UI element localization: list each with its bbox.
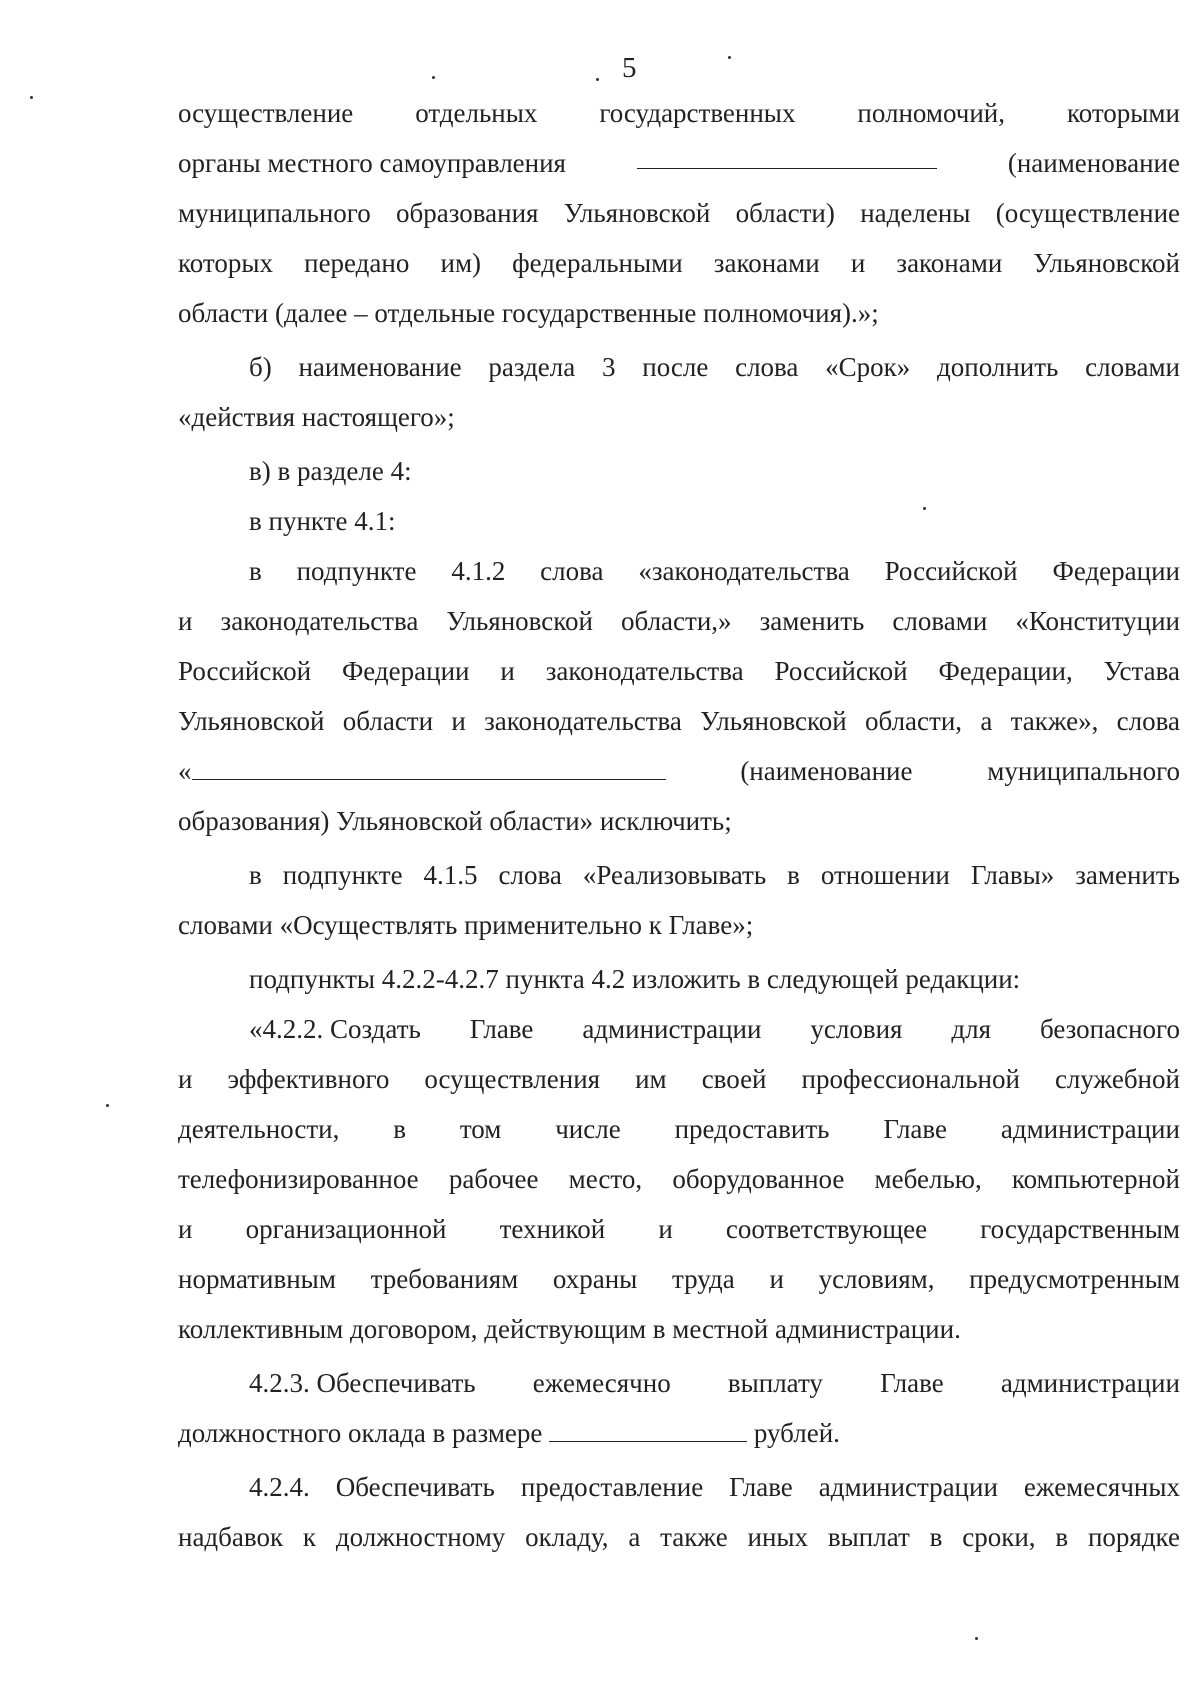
text-line	[178, 1254, 1180, 1304]
word: осуществления	[424, 1064, 601, 1094]
word: техникой	[499, 1214, 606, 1244]
word: администрации	[582, 1014, 762, 1044]
word: администрации	[1000, 1368, 1180, 1398]
word: и	[850, 248, 866, 278]
scan-speck	[432, 76, 435, 79]
text-segment: (наименование	[1007, 148, 1180, 178]
scan-speck	[975, 1637, 978, 1640]
word: безопасного	[1039, 1014, 1180, 1044]
text-segment: «	[178, 746, 666, 796]
word: организационной	[245, 1214, 447, 1244]
word: условиям,	[818, 1264, 935, 1294]
word: и	[658, 1214, 673, 1244]
word: администрации	[1000, 1114, 1180, 1144]
word: федеральными	[512, 248, 683, 278]
text-segment: органы местного самоуправления	[178, 148, 566, 178]
paragraph-start-line	[178, 1004, 1180, 1054]
text-segment: муниципального	[987, 756, 1180, 786]
word: условия	[810, 1014, 903, 1044]
text-line: области (далее – отдельные государственные полномочия).»;	[178, 298, 879, 328]
word: которыми	[1066, 98, 1180, 128]
text-line	[178, 1104, 1180, 1154]
word: и	[178, 1214, 193, 1244]
text-line	[178, 746, 1180, 796]
word: им	[635, 1064, 667, 1094]
text-line	[178, 1408, 1180, 1458]
word: числе	[555, 1114, 621, 1144]
word: им)	[440, 248, 482, 278]
text-line: словами «Осуществлять применительно к Главе»;	[178, 910, 754, 940]
paragraph-start-line: в подпункте 4.1.2 слова «законодательства Российской Федерации	[249, 556, 1180, 586]
word: для	[951, 1014, 992, 1044]
scan-speck	[596, 78, 599, 81]
text-line: надбавок к должностному окладу, а также иных выплат в сроки, в порядке	[178, 1522, 1180, 1552]
word: предусмотренным	[969, 1264, 1180, 1294]
blank-fill-line	[637, 138, 937, 169]
word: нормативным	[178, 1264, 336, 1294]
page-number: 5	[622, 52, 637, 84]
text-line: муниципального образования Ульяновской области) наделены (осуществление	[178, 198, 1180, 228]
text-line: образования) Ульяновской области» исключить;	[178, 806, 732, 836]
text-line: Ульяновской области и законодательства Ульяновской области, а также», слова	[178, 706, 1180, 736]
paragraph-start-line: в подпункте 4.1.5 слова «Реализовывать в отношении Главы» заменить	[249, 860, 1180, 890]
word: 4.2.3. Обеспечивать	[249, 1368, 476, 1398]
blank-fill-line	[192, 749, 666, 780]
word: осуществление	[178, 98, 354, 128]
text-line	[178, 238, 1180, 288]
paragraph-start-line: подпункты 4.2.2-4.2.7 пункта 4.2 изложить в следующей редакции:	[249, 964, 1021, 994]
word: выплату	[727, 1368, 823, 1398]
word: своей	[701, 1064, 767, 1094]
scan-speck	[106, 1104, 109, 1107]
paragraph-start-line: в) в разделе 4:	[249, 456, 412, 486]
word: труда	[671, 1264, 735, 1294]
word: профессиональной	[801, 1064, 1020, 1094]
word: государственных	[599, 98, 796, 128]
word: «4.2.2. Создать	[249, 1014, 421, 1044]
paragraph-start-line: б) наименование раздела 3 после слова «Срок» дополнить словами	[249, 352, 1180, 382]
text-line	[178, 138, 1180, 188]
document-body	[178, 88, 1180, 1562]
text-line: и законодательства Ульяновской области,» заменить словами «Конституции	[178, 606, 1180, 636]
word: Ульяновской	[1033, 248, 1180, 278]
word: том	[459, 1114, 502, 1144]
scan-speck	[923, 507, 926, 510]
word: законами	[713, 248, 820, 278]
word: законами	[896, 248, 1003, 278]
paragraph-start-line: в пункте 4.1:	[249, 506, 396, 536]
word: деятельности,	[178, 1114, 340, 1144]
word: ежемесячно	[532, 1368, 671, 1398]
word: требованиям	[370, 1264, 519, 1294]
text-line: коллективным договором, действующим в местной администрации.	[178, 1314, 961, 1344]
text-line: Российской Федерации и законодательства Российской Федерации, Устава	[178, 656, 1180, 686]
word: которых	[178, 248, 273, 278]
word: охраны	[552, 1264, 638, 1294]
text-line	[178, 1204, 1180, 1254]
word: эффективного	[227, 1064, 390, 1094]
paragraph-start-line	[178, 1358, 1180, 1408]
word: передано	[304, 248, 410, 278]
text-segment: рублей.	[753, 1418, 840, 1448]
text-line	[178, 88, 1180, 138]
word: полномочий,	[857, 98, 1006, 128]
scan-speck	[30, 96, 33, 99]
word: и	[178, 1064, 193, 1094]
word: служебной	[1054, 1064, 1180, 1094]
word: Главе	[469, 1014, 534, 1044]
text-segment: должностного оклада в размере	[178, 1418, 543, 1448]
word: отдельных	[415, 98, 538, 128]
word: соответствующее	[725, 1214, 928, 1244]
blank-fill-line	[549, 1411, 747, 1442]
word: и	[769, 1264, 784, 1294]
word: государственным	[980, 1214, 1180, 1244]
word: Главе	[883, 1114, 947, 1144]
text-line	[178, 1054, 1180, 1104]
scan-speck	[728, 56, 731, 59]
text-line: «действия настоящего»;	[178, 402, 455, 432]
word: в	[393, 1114, 406, 1144]
word: Главе	[880, 1368, 944, 1398]
paragraph-start-line: 4.2.4. Обеспечивать предоставление Главе администрации ежемесячных	[249, 1472, 1180, 1502]
text-line: телефонизированное рабочее место, оборудованное мебелью, компьютерной	[178, 1164, 1180, 1194]
text-segment: (наименование	[740, 756, 913, 786]
word: предоставить	[674, 1114, 830, 1144]
